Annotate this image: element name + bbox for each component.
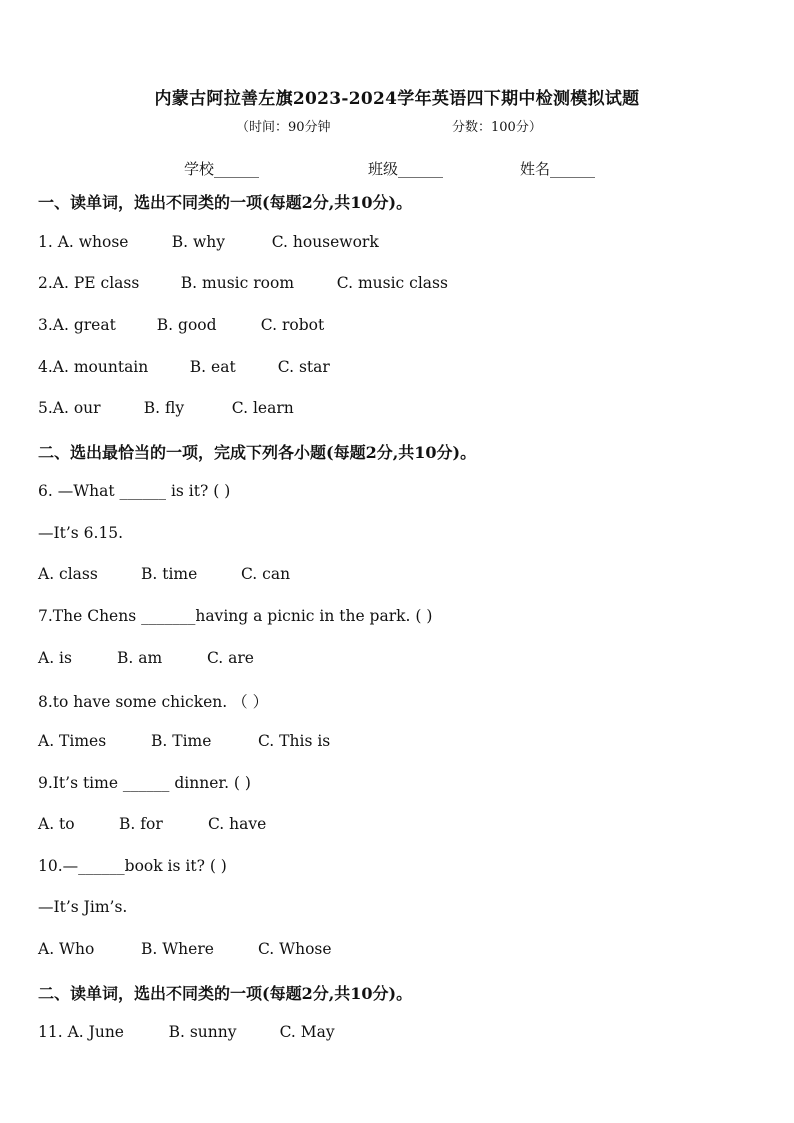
question-4 [38, 358, 330, 376]
option-a[interactable]: A. Times [38, 732, 107, 750]
option-a[interactable]: A. whose [57, 233, 129, 251]
option-b[interactable]: B. Where [141, 940, 214, 958]
question-7-options [38, 649, 254, 667]
exam-score: 分数：100分） [452, 120, 542, 135]
question-9-stem: 9.It’s time ______ dinner. ( ) [38, 774, 251, 792]
question-1 [38, 233, 379, 251]
question-8-options [38, 732, 330, 750]
option-c[interactable]: C. star [277, 358, 330, 376]
question-number: 5. [38, 399, 53, 417]
option-a[interactable]: A. class [38, 565, 98, 583]
section-3-heading: 二、读单词，选出不同类的一项(每题2分,共10分)。 [38, 984, 413, 1003]
option-a[interactable]: A. PE class [52, 274, 140, 292]
option-a[interactable]: A. June [67, 1023, 124, 1041]
option-b[interactable]: B. sunny [168, 1023, 237, 1041]
page-title: 内蒙古阿拉善左旗2023-2024学年英语四下期中检测模拟试题 [154, 89, 640, 109]
question-10-stem: 10.—______book is it? ( ) [38, 857, 227, 875]
option-b[interactable]: B. time [141, 565, 198, 583]
option-c[interactable]: C. learn [231, 399, 294, 417]
question-6-options [38, 565, 290, 583]
class-field[interactable]: 班级______ [368, 160, 444, 178]
option-b[interactable]: B. for [119, 815, 163, 833]
option-b[interactable]: B. music room [180, 274, 295, 292]
school-field[interactable]: 学校______ [184, 160, 260, 178]
question-5 [38, 399, 294, 417]
option-c[interactable]: C. This is [258, 732, 331, 750]
option-c[interactable]: C. can [241, 565, 291, 583]
section-2-heading: 二、选出最恰当的一项，完成下列各小题(每题2分,共10分)。 [38, 443, 477, 462]
option-a[interactable]: A. great [52, 316, 116, 334]
section-1-heading: 一、读单词，选出不同类的一项(每题2分,共10分)。 [38, 193, 413, 212]
question-8-stem: 8.to have some chicken. （ ） [38, 693, 269, 711]
option-c[interactable]: C. housework [271, 233, 379, 251]
question-9-options [38, 815, 266, 833]
question-number: 11. [38, 1023, 68, 1041]
option-c[interactable]: C. music class [336, 274, 448, 292]
name-field[interactable]: 姓名______ [520, 160, 596, 178]
question-number: 3. [38, 316, 53, 334]
question-6-answer: —It’s 6.15. [38, 524, 124, 542]
option-a[interactable]: A. is [38, 649, 72, 667]
question-6-stem: 6. —What ______ is it? ( ) [38, 482, 231, 500]
question-number: 4. [38, 358, 53, 376]
option-c[interactable]: C. robot [260, 316, 325, 334]
option-b[interactable]: B. Time [151, 732, 212, 750]
option-a[interactable]: A. our [52, 399, 101, 417]
question-number: 2. [38, 274, 53, 292]
option-b[interactable]: B. good [156, 316, 217, 334]
option-c[interactable]: C. have [208, 815, 267, 833]
question-10-options [38, 940, 332, 958]
question-2 [38, 274, 448, 292]
option-b[interactable]: B. eat [189, 358, 236, 376]
option-a[interactable]: A. mountain [52, 358, 149, 376]
option-c[interactable]: C. May [279, 1023, 335, 1041]
question-11 [38, 1023, 335, 1041]
question-number: 1. [38, 233, 58, 251]
option-c[interactable]: C. are [207, 649, 254, 667]
question-10-answer: —It’s Jim’s. [38, 898, 128, 916]
option-a[interactable]: A. to [38, 815, 75, 833]
question-3 [38, 316, 324, 334]
question-7-stem: 7.The Chens _______having a picnic in the park. ( ) [38, 607, 433, 625]
option-b[interactable]: B. why [171, 233, 225, 251]
option-b[interactable]: B. am [117, 649, 163, 667]
option-b[interactable]: B. fly [143, 399, 185, 417]
exam-time: （时间：90分钟 [236, 120, 331, 135]
option-c[interactable]: C. Whose [258, 940, 332, 958]
option-a[interactable]: A. Who [38, 940, 95, 958]
